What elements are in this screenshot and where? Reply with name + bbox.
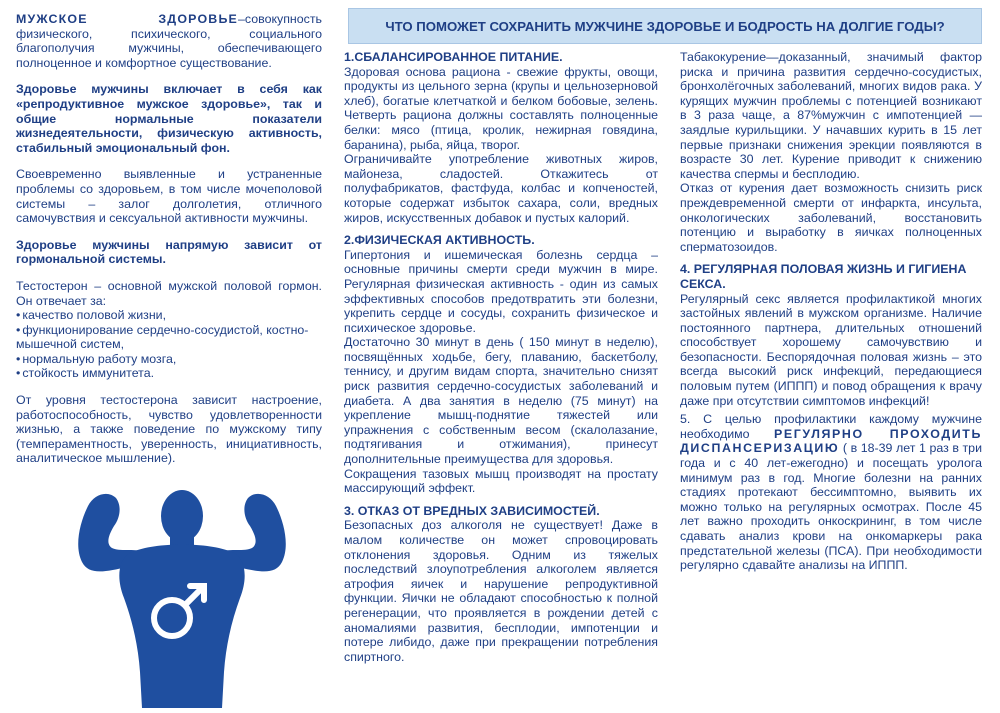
section-2-paragraph-2: Достаточно 30 минут в день ( 150 минут в неделю), посвящённых ходьбе, бегу, плаванию, баскетболу, теннису, и другим видам спорта, значительно снизят риск развития сердечно-сосудистых заболеваний и диабета. А два занятия в неделю (75 минут) на укрепление мышц-поднятие тяжестей или упражнения с собственным весом (скалолазание, подтягивания и отжимания), принесут дополнительные преимущества для здоровья. — [344, 335, 658, 467]
list-item: • нормальную работу мозга, — [16, 352, 322, 367]
male-symbol-bodybuilder-icon — [62, 486, 302, 708]
section-2-paragraph-3: Сокращения тазовых мышц производят на простату массирующий эффект. — [344, 466, 658, 496]
hormonal-paragraph: Здоровье мужчины напрямую зависит от гормональной системы. — [16, 237, 322, 267]
timely-paragraph: Своевременно выявленные и устраненные проблемы со здоровьем, в том числе мочеполовой системы – залог долголетия, отличного самочувствия и сексуальной активности мужчины. — [16, 167, 322, 226]
section-2-paragraph-1: Гипертония и ишемическая болезнь сердца – основные причины смерти среди мужчин в мире. Регулярная физическая активность - один из самых эффективных способов предотвратить эти болезни, укрепить сердце и сосуды, сохранить физическое и психическое здоровье. — [344, 247, 658, 335]
level-paragraph: От уровня тестостерона зависит настроение, работоспособность, чувство удовлетворенности жизнью, а также поведение по мужскому типу (темпераментность, уверенность, инициативность, аналитическое мышление). — [16, 393, 322, 466]
section-3-paragraph-1: Безопасных доз алкоголя не существует! Даже в малом количестве он может спровоцировать отклонения здоровья. Одним из тяжелых последствий злоупотребления алкоголем является атрофия яичек и нарушение репродуктивной функции. Яички не обладают способностью к полной регенерации, что проявляется в рождении детей с аномалиями развития, бесплодии, импотенции и потере либидо, даже при прекращении потребления спиртного. — [344, 518, 658, 664]
section-5-lead: 5. С целью профилактики каждому мужчине необходимо — [680, 412, 982, 441]
smoking-paragraph: Табакокурение—доказанный, значимый фактор риска и причина развития сердечно-сосудистых, бронхолёгочных заболеваний, многих видов рака. У курящих мужчин проблемы с потенцией возникают в 3 раза чаще, а 87%мужчин с импотенцией — заядлые курильщики. У начавших курить в 15 лет первые признаки снижения эрекции появляются в возрасте 30 лет. Курение приводит к снижению качества спермы и бесплодию. — [680, 50, 982, 181]
quit-smoking-paragraph: Отказ от курения дает возможность снизить риск преждевременной смерти от инфаркта, инсульта, онкологических заболеваний, восстановить потенцию и выработку в яичках полноценных сперматозоидов. — [680, 181, 982, 254]
section-4-heading: 4. РЕГУЛЯРНАЯ ПОЛОВАЯ ЖИЗНЬ И ГИГИЕНА СЕКСА. — [680, 262, 967, 291]
section-1-paragraph-2: Ограничивайте употребление животных жиров, майонеза, сладостей. Откажитесь от полуфабрикатов, фастфуда, колбас и копченостей, которые содержат избыток сахара, соли, вредных жиров, искусственных добавок и пустых калорий. — [344, 152, 658, 225]
section-1-paragraph-1: Здоровая основа рациона - свежие фрукты, овощи, продукты из цельного зерна (крупы и цельнозерновой хлеб), богатые клетчаткой и белком бобовые, зелень. Четверть рациона должны составлять полноценные белки: мясо (птица, кролик, нежирная говядина, баранина), рыба, яйца, творог. — [344, 64, 658, 152]
includes-paragraph: Здоровье мужчины включает в себя как «репродуктивное мужское здоровье», так и общие нормальные показатели жизнедеятельности, физическую активность, стабильный эмоциональный фон. — [16, 82, 322, 155]
list-item: • стойкость иммунитета. — [16, 366, 322, 381]
testosterone-intro: Тестостерон – основной мужской половой гормон. Он отвечает за: — [16, 278, 322, 308]
section-4-paragraph: Регулярный секс является профилактикой многих застойных явлений в мужском организме. Наличие постоянного партнера, длительных отношений способствует хорошему самочувствию и безопасности. Беспорядочная половая жизнь – это всегда высокий риск инфекций, передающиеся половым путем (ИППП) и повод обращения к врачу даже при отсутствии симптомов инфекций! — [680, 291, 982, 408]
intro-title: МУЖСКОЕ ЗДОРОВЬЕ — [16, 12, 239, 26]
testosterone-list — [16, 308, 322, 381]
section-3-heading: 3. ОТКАЗ ОТ ВРЕДНЫХ ЗАВИСИМОСТЕЙ. — [344, 503, 600, 518]
intro-text: –совокупность физического, психического, социального благополучия мужчины, обеспечивающего полноценное и комфортное существование. — [16, 12, 322, 70]
section-2-heading: 2.ФИЗИЧЕСКАЯ АКТИВНОСТЬ. — [344, 233, 535, 248]
section-1-heading: 1.СБАЛАНСИРОВАННОЕ ПИТАНИЕ. — [344, 50, 563, 64]
right-column — [680, 50, 982, 573]
section-5-paragraph — [680, 412, 982, 573]
left-column — [16, 12, 322, 478]
section-5-emphasis: РЕГУЛЯРНО ПРОХОДИТЬ ДИСПАНСЕРИЗАЦИЮ — [680, 426, 982, 456]
list-item: • качество половой жизни, — [16, 308, 322, 323]
section-5-text: ( в 18-39 лет 1 раз в три года и с 40 лет-ежегодно) и посещать уролога минимум раз в год. Многие болезни на ранних стадиях протекают бессимптомно, выявить их можно только на регулярных осмотрах. После 45 лет важно проходить онкоскрининг, в том числе сдавать анализ крови на онкомаркеры рака предстательной железы (ПСА). При необходимости регулярно сдавайте анализы на ИППП. — [680, 441, 982, 573]
intro-paragraph — [16, 12, 322, 70]
page-banner: ЧТО ПОМОЖЕТ СОХРАНИТЬ МУЖЧИНЕ ЗДОРОВЬЕ И БОДРОСТЬ НА ДОЛГИЕ ГОДЫ? — [348, 8, 982, 44]
list-item: • функционирование сердечно-сосудистой, костно-мышечной систем, — [16, 323, 322, 352]
middle-column — [344, 50, 658, 664]
